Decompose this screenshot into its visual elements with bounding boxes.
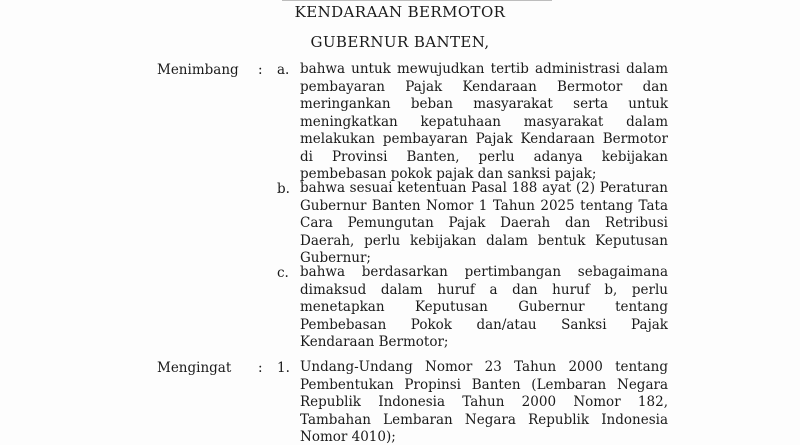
text-line: Republik Indonesia Tahun 2000 Nomor 182, (300, 394, 668, 410)
menimbang-item-b (300, 180, 668, 268)
text-line: meningkatkan kepatuhaan masyarakat dalam (300, 113, 668, 130)
menimbang-item-a-marker: a. (277, 62, 290, 78)
text-line: Nomor 4010); (300, 429, 396, 445)
text-line: bahwa berdasarkan pertimbangan sebagaimana (300, 264, 668, 280)
text-line: pembayaran Pajak Kendaraan Bermotor dan (300, 78, 668, 95)
text-line: Gubernur Banten Nomor 1 Tahun 2025 tentang Tata (300, 197, 668, 214)
text-line: menetapkan Keputusan Gubernur tentang (300, 299, 668, 315)
text-line: Pembebasan Pokok dan/atau Sanksi Pajak (300, 316, 668, 333)
text-line: meringankan beban masyarakat serta untuk (300, 96, 668, 112)
text-line: Pembentukan Propinsi Banten (Lembaran Negara (300, 376, 668, 393)
text-line: Gubernur; (300, 250, 371, 266)
mengingat-item-1-marker: 1. (277, 360, 290, 376)
mengingat-label: Mengingat (157, 360, 232, 376)
text-line: Cara Pemungutan Pajak Daerah dan Retribusi (300, 215, 668, 231)
text-line: pembebasan pokok pajak dan sanksi pajak; (300, 166, 597, 182)
mengingat-item-1 (300, 359, 668, 447)
mengingat-colon: : (258, 360, 263, 376)
text-line: melakukan pembayaran Pajak Kendaraan Bermotor (300, 131, 668, 147)
document-title-line: KENDARAAN BERMOTOR (294, 3, 506, 21)
menimbang-item-b-marker: b. (277, 181, 290, 197)
cropped-top-line (282, 0, 552, 1)
issuer-heading: GUBERNUR BANTEN, (310, 33, 490, 51)
menimbang-item-a (300, 61, 668, 184)
text-line: dimaksud dalam huruf a dan huruf b, perlu (300, 281, 668, 298)
text-line: Tambahan Lembaran Negara Republik Indonesia (300, 411, 668, 428)
text-line: bahwa untuk mewujudkan tertib administrasi dalam (300, 61, 668, 77)
menimbang-colon: : (258, 62, 263, 78)
text-line: Undang-Undang Nomor 23 Tahun 2000 tentang (300, 359, 668, 375)
text-line: di Provinsi Banten, perlu adanya kebijakan (300, 148, 668, 165)
text-line: Daerah, perlu kebijakan dalam bentuk Keputusan (300, 232, 668, 249)
text-line: Kendaraan Bermotor; (300, 334, 449, 350)
menimbang-label: Menimbang (157, 62, 239, 78)
menimbang-item-c-marker: c. (277, 265, 289, 281)
text-line: bahwa sesuai ketentuan Pasal 188 ayat (2) Peraturan (300, 180, 668, 196)
menimbang-item-c (300, 264, 668, 352)
